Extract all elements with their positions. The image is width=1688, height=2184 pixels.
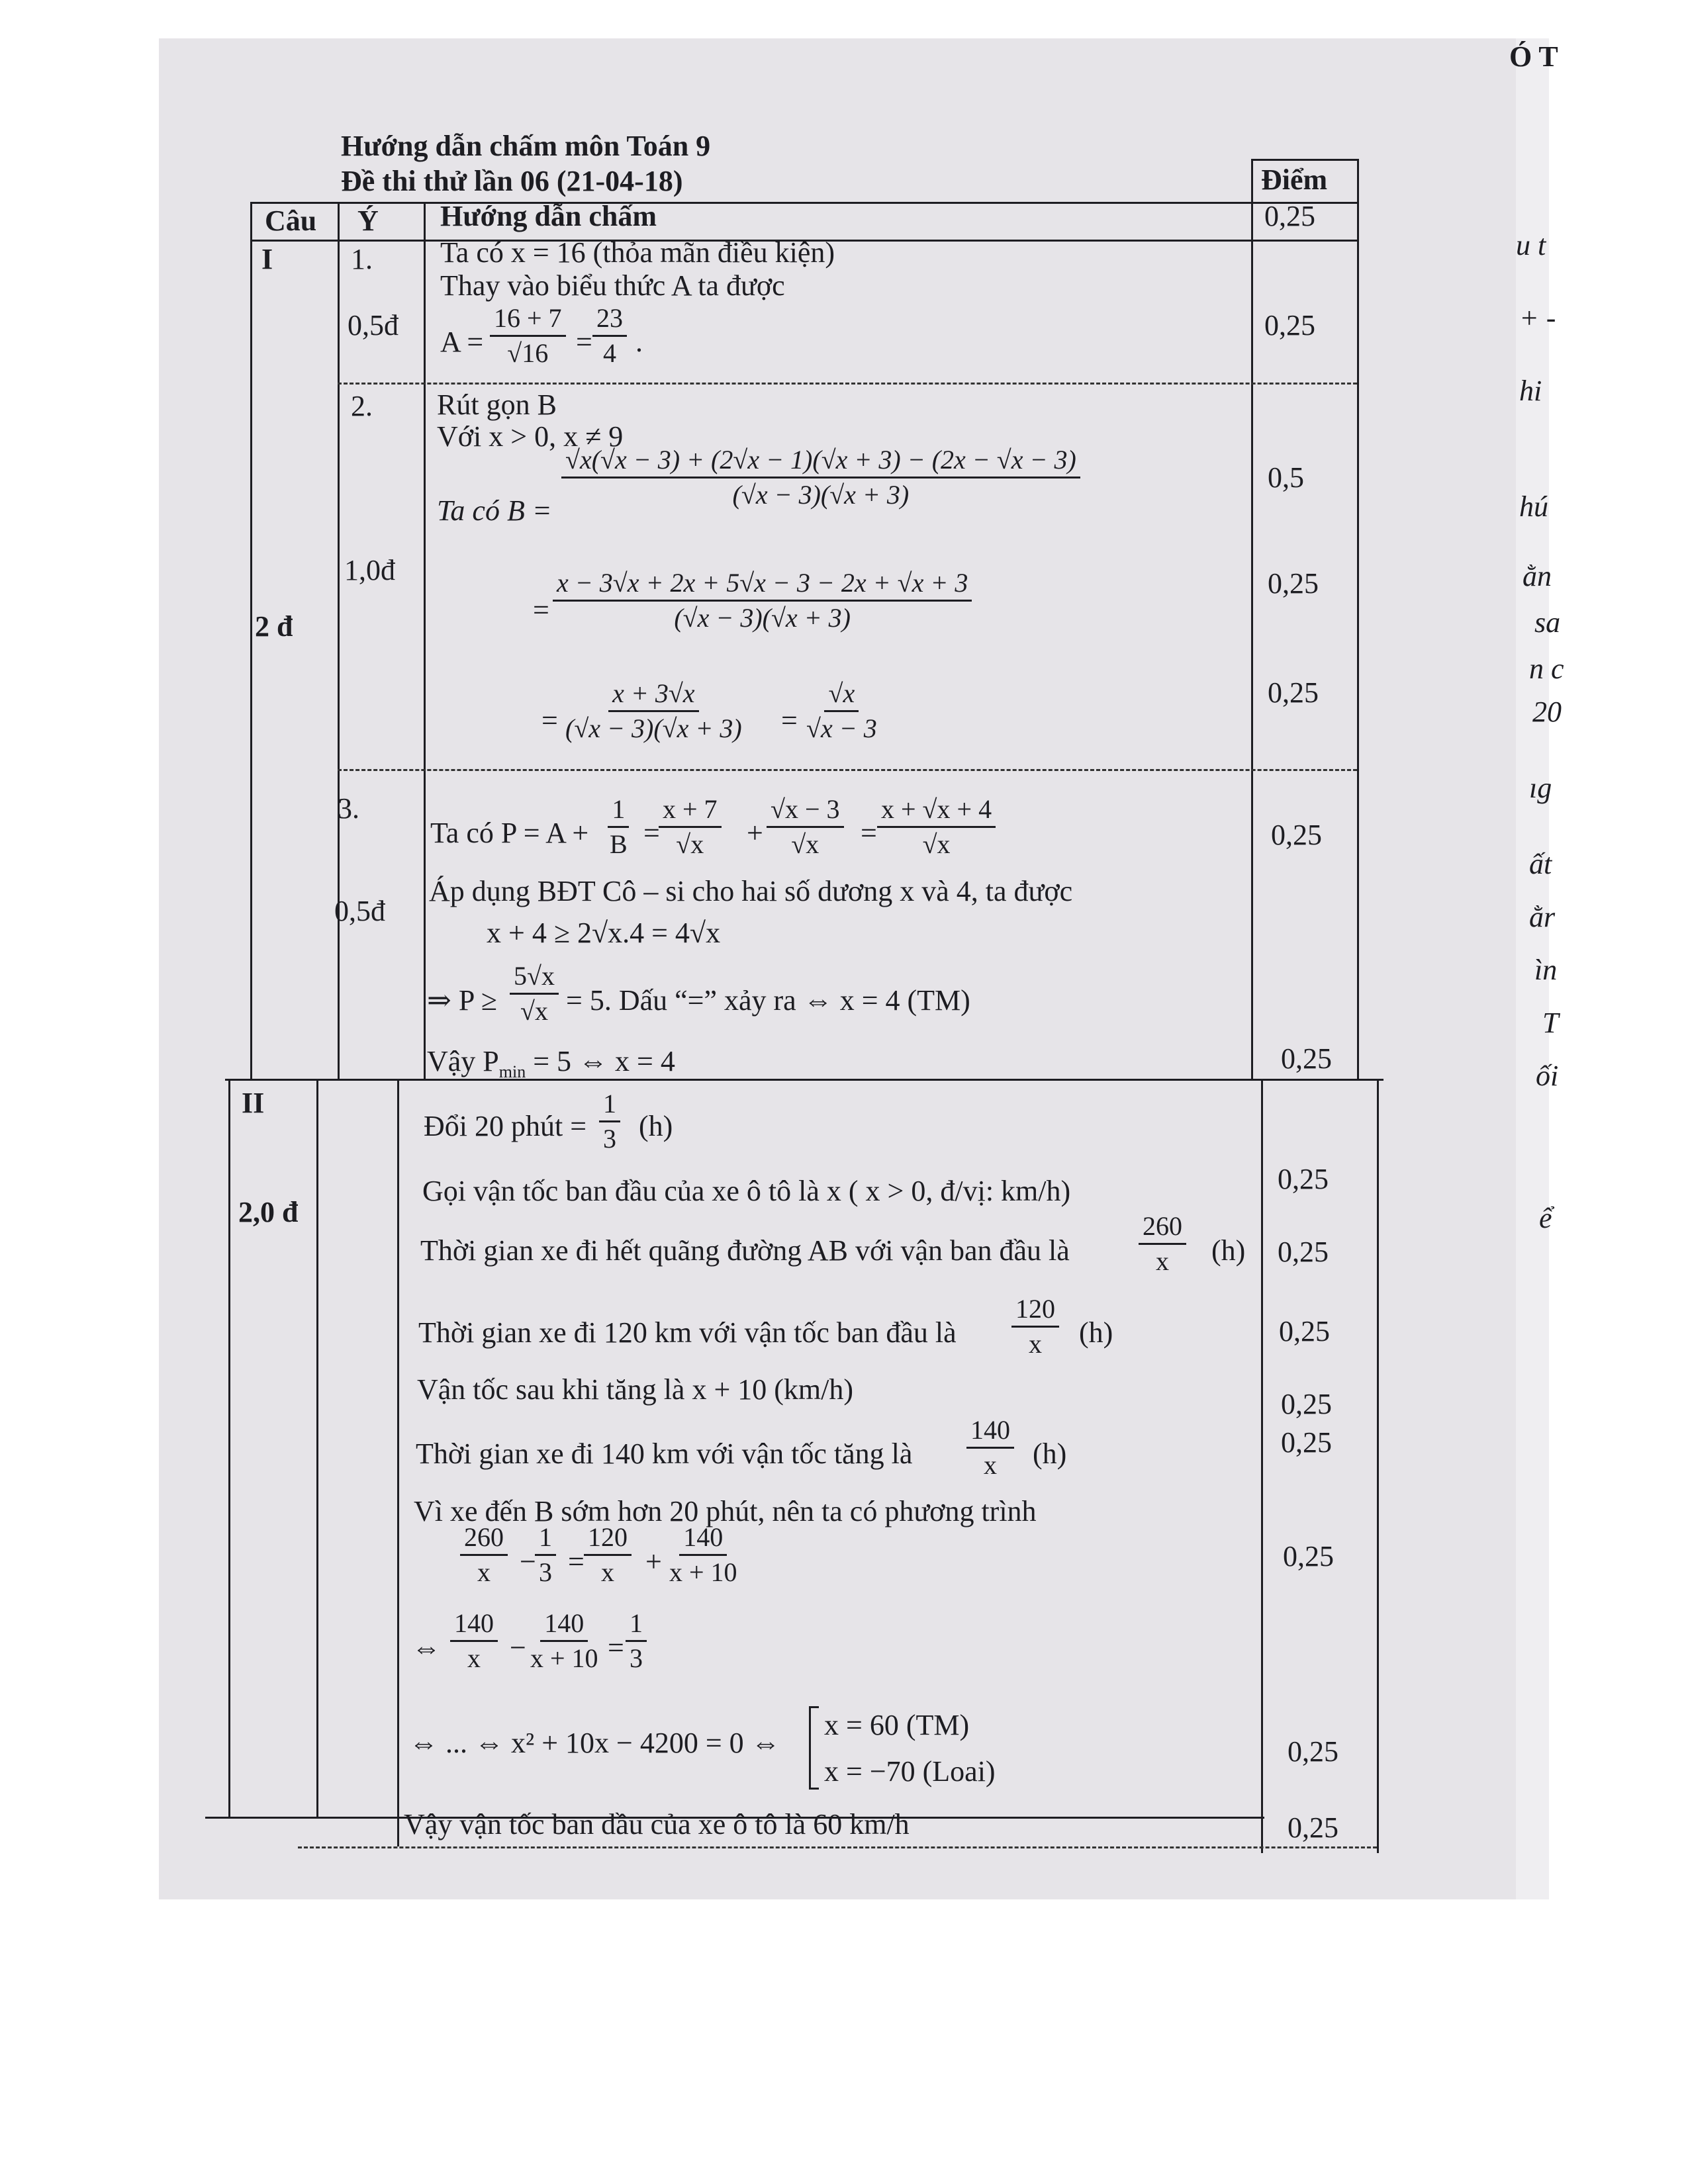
score: 0,25 bbox=[1288, 1735, 1338, 1768]
edge-text: ể bbox=[1539, 1202, 1552, 1234]
part-points: 0,5đ bbox=[348, 309, 399, 341]
score: 0,25 bbox=[1278, 1236, 1329, 1268]
document-subtitle: Đề thi thử lần 06 (21-04-18) bbox=[341, 165, 683, 197]
part-number: 2. bbox=[351, 390, 373, 422]
edge-text: ất bbox=[1529, 848, 1552, 880]
unit: (h) bbox=[639, 1110, 673, 1142]
period: . bbox=[635, 326, 643, 358]
fraction: $\frac{x + 3√x}{(√x - 3)(√x + 3)}$ bbox=[565, 678, 742, 743]
equivalent-sign: ⇔ bbox=[412, 1631, 441, 1664]
edge-text: ối bbox=[1536, 1060, 1559, 1092]
unit: (h) bbox=[1079, 1316, 1113, 1349]
col-header-guide: Hướng dẫn chấm bbox=[440, 200, 657, 232]
guide-line: Rút gọn B bbox=[437, 388, 557, 421]
equation-lhs: Ta có B = bbox=[437, 494, 552, 527]
fraction: $\frac{√x - 3}{√x}$ bbox=[767, 794, 844, 860]
fraction: $\frac{16 + 7}{√16}$ bbox=[490, 303, 566, 369]
col-header-score: Điểm bbox=[1261, 163, 1328, 196]
fraction: $\frac{1}{3}$ bbox=[535, 1522, 556, 1588]
fraction: $\frac{1}{B}$ bbox=[606, 794, 632, 860]
edge-text: sa bbox=[1534, 606, 1561, 639]
guide-line: = 5. Dấu “=” xảy ra ⇔ x = 4 (TM) bbox=[566, 984, 970, 1017]
guide-line: Thay vào biểu thức A ta được bbox=[440, 269, 785, 302]
guide-line: Thời gian xe đi 120 km với vận tốc ban đầu là bbox=[418, 1316, 957, 1349]
score: 0,25 bbox=[1281, 1042, 1332, 1075]
fraction: $\frac{√x(√x - 3) + (2√x - 1)(√x + 3) - (2x - √x - 3)}{(√x - 3)(√x + 3)}$ bbox=[561, 445, 1080, 510]
fraction: $\frac{120}{x}$ bbox=[1011, 1294, 1059, 1359]
edge-text: hú bbox=[1519, 490, 1548, 523]
edge-text: u t bbox=[1516, 229, 1546, 261]
score: 0,25 bbox=[1264, 309, 1315, 341]
part-number: 1. bbox=[351, 243, 373, 275]
score: 0,5 bbox=[1268, 461, 1304, 494]
edge-text: ằn bbox=[1523, 560, 1552, 592]
score: 0,25 bbox=[1271, 819, 1322, 851]
score: 0,25 bbox=[1283, 1540, 1334, 1572]
unit: (h) bbox=[1033, 1437, 1067, 1470]
equals-sign: = bbox=[608, 1631, 624, 1664]
equals-sign: = bbox=[568, 1545, 585, 1578]
guide-line: Thời gian xe đi 140 km với vận tốc tăng là bbox=[416, 1437, 913, 1470]
fraction: $\frac{5√x}{√x}$ bbox=[510, 961, 559, 1026]
part-points: 1,0đ bbox=[344, 554, 395, 586]
equals-sign: = bbox=[781, 704, 798, 737]
solution: x = −70 (Loai) bbox=[824, 1755, 996, 1788]
score: 0,25 bbox=[1268, 676, 1319, 709]
section-number: I bbox=[261, 243, 273, 275]
edge-text: ìn bbox=[1534, 954, 1558, 986]
edge-text: ằr bbox=[1529, 901, 1556, 933]
col-header-cau: Câu bbox=[265, 205, 317, 237]
fraction: $\frac{√x}{√x - 3}$ bbox=[806, 678, 877, 743]
fraction: $\frac{23}{4}$ bbox=[592, 303, 627, 369]
edge-text: Ó T bbox=[1509, 40, 1558, 73]
unit: (h) bbox=[1211, 1234, 1246, 1267]
equation-lhs: A = bbox=[440, 326, 484, 358]
guide-line: x + 4 ≥ 2√x.4 = 4√x bbox=[487, 917, 721, 949]
score: 0,25 bbox=[1268, 567, 1319, 600]
fraction: $\frac{x + √x + 4}{√x}$ bbox=[877, 794, 996, 860]
score: 0,25 bbox=[1279, 1315, 1330, 1347]
fraction: $\frac{140}{x + 10}$ bbox=[530, 1608, 598, 1673]
score: 0,25 bbox=[1281, 1426, 1332, 1459]
guide-line: ⇔ ... ⇔ x² + 10x − 4200 = 0 ⇔ bbox=[409, 1727, 780, 1759]
equals-sign: = bbox=[541, 704, 558, 737]
equation-lhs: Ta có P = A + bbox=[430, 817, 589, 849]
edge-text: T bbox=[1542, 1007, 1559, 1039]
equals-sign: = bbox=[861, 817, 877, 849]
part-points: 0,5đ bbox=[334, 895, 385, 927]
minus-sign: − bbox=[520, 1545, 536, 1578]
edge-text: hi bbox=[1519, 375, 1542, 407]
guide-line: Áp dụng BĐT Cô – si cho hai số dương x và 4, ta được bbox=[429, 875, 1073, 907]
fraction: $\frac{140}{x + 10}$ bbox=[669, 1522, 737, 1587]
guide-line: Gọi vận tốc ban đầu của xe ô tô là x ( x > 0, đ/vị: km/h) bbox=[422, 1175, 1071, 1207]
minus-sign: − bbox=[510, 1631, 526, 1664]
edge-text: 20 bbox=[1532, 696, 1562, 728]
guide-line: ⇒ P ≥ bbox=[427, 984, 497, 1017]
document-title: Hướng dẫn chấm môn Toán 9 bbox=[341, 130, 711, 162]
fraction: $\frac{260}{x}$ bbox=[1139, 1211, 1186, 1277]
fraction: $\frac{260}{x}$ bbox=[460, 1522, 508, 1588]
score: 0,25 bbox=[1264, 200, 1315, 232]
fraction: $\frac{x + 7}{√x}$ bbox=[659, 794, 722, 860]
case-bracket bbox=[809, 1706, 819, 1790]
fraction: $\frac{1}{3}$ bbox=[626, 1608, 647, 1674]
plus-sign: + bbox=[645, 1545, 662, 1578]
fraction: $\frac{1}{3}$ bbox=[599, 1089, 620, 1154]
guide-line: Vậy $P_{min} = 5$ ⇔ x = 4 bbox=[427, 1045, 675, 1081]
edge-text: n c bbox=[1529, 653, 1564, 685]
score: 0,25 bbox=[1281, 1388, 1332, 1420]
section-total-points: 2 đ bbox=[255, 610, 293, 643]
guide-line: Đổi 20 phút = bbox=[424, 1110, 587, 1142]
equals-sign: = bbox=[533, 594, 549, 626]
plus-sign: + bbox=[747, 817, 763, 849]
edge-text: + - bbox=[1519, 302, 1556, 334]
guide-line: Vận tốc sau khi tăng là x + 10 (km/h) bbox=[417, 1373, 854, 1406]
col-header-y: Ý bbox=[357, 205, 379, 237]
edge-text: ıg bbox=[1529, 772, 1552, 804]
equals-sign: = bbox=[643, 817, 660, 849]
guide-line: Với x > 0, x ≠ 9 bbox=[437, 420, 624, 453]
fraction: $\frac{120}{x}$ bbox=[584, 1522, 632, 1588]
score: 0,25 bbox=[1288, 1811, 1338, 1844]
guide-line: Ta có x = 16 (thỏa mãn điều kiện) bbox=[440, 236, 835, 269]
guide-line: Vì xe đến B sớm hơn 20 phút, nên ta có phương trình bbox=[414, 1495, 1037, 1527]
section-total-points: 2,0 đ bbox=[238, 1196, 299, 1228]
solution: x = 60 (TM) bbox=[824, 1709, 970, 1741]
guide-line: Thời gian xe đi hết quãng đường AB với vận ban đầu là bbox=[420, 1234, 1070, 1267]
equals-sign: = bbox=[576, 326, 592, 358]
fraction: $\frac{140}{x}$ bbox=[966, 1415, 1014, 1480]
fraction: $\frac{x - 3√x + 2x + 5√x - 3 - 2x + √x + 3}{(√x - 3)(√x + 3)}$ bbox=[553, 568, 972, 633]
part-number: 3. bbox=[338, 792, 359, 825]
score: 0,25 bbox=[1278, 1163, 1329, 1195]
fraction: $\frac{140}{x}$ bbox=[450, 1608, 498, 1674]
guide-line: Vậy vận tốc ban đầu của xe ô tô là 60 km/h bbox=[404, 1808, 910, 1841]
section-number: II bbox=[242, 1087, 265, 1119]
